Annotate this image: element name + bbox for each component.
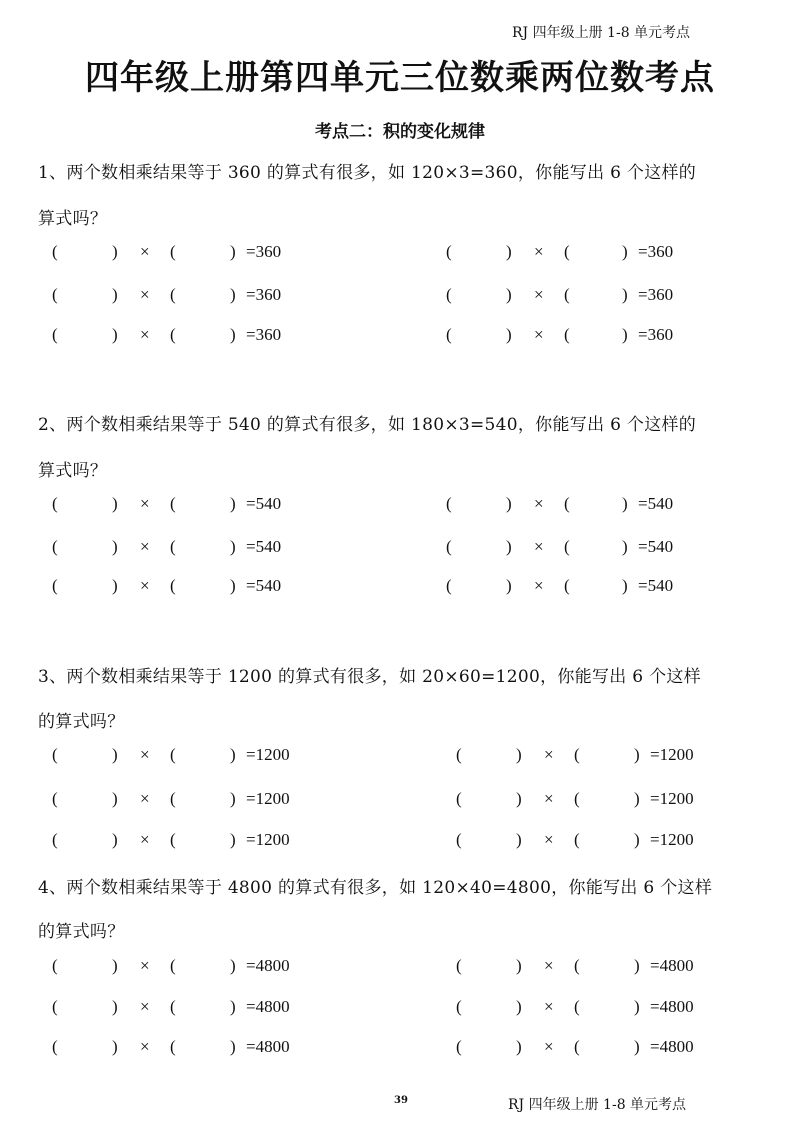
equation-result: =360	[246, 242, 282, 261]
close-paren: )	[112, 325, 118, 344]
equation-result: =1200	[650, 789, 694, 808]
times-sign: ×	[140, 242, 150, 261]
times-sign: ×	[140, 830, 150, 849]
close-paren: )	[622, 576, 628, 595]
close-paren: )	[634, 830, 640, 849]
open-paren: (	[446, 325, 452, 344]
times-sign: ×	[544, 789, 554, 808]
question-prompt-continued: 算式吗？	[38, 209, 108, 229]
close-paren: )	[506, 576, 512, 595]
question-prompt: 2、两个数相乘结果等于 540 的算式有很多，如 180×3=540，你能写出 6 个这样的	[38, 415, 697, 435]
close-paren: )	[634, 745, 640, 764]
close-paren: )	[230, 537, 236, 556]
open-paren: (	[456, 830, 462, 849]
close-paren: )	[112, 830, 118, 849]
open-paren: (	[52, 745, 58, 764]
close-paren: )	[230, 1037, 236, 1056]
open-paren: (	[52, 1037, 58, 1056]
close-paren: )	[112, 242, 118, 261]
question-prompt: 1、两个数相乘结果等于 360 的算式有很多，如 120×3=360，你能写出 6 个这样的	[38, 163, 697, 183]
open-paren: (	[564, 537, 570, 556]
open-paren: (	[446, 242, 452, 261]
equation-result: =1200	[650, 830, 694, 849]
close-paren: )	[112, 285, 118, 304]
open-paren: (	[170, 537, 176, 556]
question-prompt: 3、两个数相乘结果等于 1200 的算式有很多，如 20×60=1200，你能写出 6 个这样	[38, 667, 702, 687]
close-paren: )	[112, 956, 118, 975]
equation-result: =4800	[246, 956, 290, 975]
close-paren: )	[112, 576, 118, 595]
times-sign: ×	[140, 956, 150, 975]
close-paren: )	[112, 1037, 118, 1056]
close-paren: )	[622, 285, 628, 304]
times-sign: ×	[140, 537, 150, 556]
open-paren: (	[446, 494, 452, 513]
times-sign: ×	[544, 1037, 554, 1056]
close-paren: )	[634, 1037, 640, 1056]
equation-result: =540	[246, 576, 282, 595]
open-paren: (	[170, 1037, 176, 1056]
times-sign: ×	[140, 1037, 150, 1056]
close-paren: )	[516, 997, 522, 1016]
close-paren: )	[634, 997, 640, 1016]
close-paren: )	[230, 956, 236, 975]
close-paren: )	[230, 285, 236, 304]
question-prompt-continued: 算式吗？	[38, 461, 108, 481]
close-paren: )	[516, 789, 522, 808]
equation-result: =540	[638, 537, 674, 556]
open-paren: (	[170, 285, 176, 304]
equation-result: =360	[638, 242, 674, 261]
page-title: 四年级上册第四单元三位数乘两位数考点	[85, 58, 715, 98]
open-paren: (	[52, 830, 58, 849]
open-paren: (	[574, 789, 580, 808]
open-paren: (	[170, 830, 176, 849]
times-sign: ×	[534, 242, 544, 261]
close-paren: )	[516, 745, 522, 764]
open-paren: (	[52, 789, 58, 808]
close-paren: )	[112, 745, 118, 764]
close-paren: )	[112, 997, 118, 1016]
close-paren: )	[230, 997, 236, 1016]
equation-result: =4800	[650, 997, 694, 1016]
open-paren: (	[170, 789, 176, 808]
open-paren: (	[170, 956, 176, 975]
close-paren: )	[506, 537, 512, 556]
equation-result: =1200	[650, 745, 694, 764]
times-sign: ×	[140, 745, 150, 764]
close-paren: )	[112, 494, 118, 513]
open-paren: (	[52, 956, 58, 975]
equation-result: =1200	[246, 789, 290, 808]
close-paren: )	[230, 789, 236, 808]
open-paren: (	[52, 242, 58, 261]
times-sign: ×	[534, 494, 544, 513]
header-tag: RJ 四年级上册 1-8 单元考点	[512, 25, 691, 41]
close-paren: )	[230, 325, 236, 344]
open-paren: (	[52, 325, 58, 344]
equation-result: =4800	[650, 1037, 694, 1056]
close-paren: )	[230, 494, 236, 513]
open-paren: (	[52, 997, 58, 1016]
equation-result: =4800	[246, 997, 290, 1016]
open-paren: (	[170, 325, 176, 344]
close-paren: )	[506, 242, 512, 261]
open-paren: (	[456, 745, 462, 764]
equation-result: =540	[246, 494, 282, 513]
close-paren: )	[230, 242, 236, 261]
close-paren: )	[516, 1037, 522, 1056]
times-sign: ×	[140, 494, 150, 513]
open-paren: (	[52, 285, 58, 304]
open-paren: (	[574, 745, 580, 764]
open-paren: (	[564, 494, 570, 513]
equation-result: =540	[246, 537, 282, 556]
times-sign: ×	[544, 997, 554, 1016]
close-paren: )	[634, 956, 640, 975]
question-prompt-continued: 的算式吗？	[38, 922, 125, 942]
close-paren: )	[622, 242, 628, 261]
equation-result: =1200	[246, 830, 290, 849]
equation-result: =360	[638, 285, 674, 304]
close-paren: )	[622, 494, 628, 513]
open-paren: (	[564, 285, 570, 304]
times-sign: ×	[534, 325, 544, 344]
times-sign: ×	[140, 285, 150, 304]
close-paren: )	[622, 537, 628, 556]
open-paren: (	[446, 576, 452, 595]
open-paren: (	[574, 956, 580, 975]
equation-result: =540	[638, 494, 674, 513]
close-paren: )	[230, 745, 236, 764]
open-paren: (	[170, 576, 176, 595]
open-paren: (	[564, 325, 570, 344]
close-paren: )	[112, 537, 118, 556]
open-paren: (	[52, 537, 58, 556]
open-paren: (	[52, 576, 58, 595]
open-paren: (	[574, 997, 580, 1016]
open-paren: (	[170, 745, 176, 764]
times-sign: ×	[534, 537, 544, 556]
times-sign: ×	[544, 745, 554, 764]
times-sign: ×	[544, 830, 554, 849]
open-paren: (	[446, 537, 452, 556]
open-paren: (	[456, 956, 462, 975]
times-sign: ×	[140, 789, 150, 808]
open-paren: (	[564, 242, 570, 261]
open-paren: (	[446, 285, 452, 304]
equation-result: =360	[246, 285, 282, 304]
times-sign: ×	[534, 285, 544, 304]
close-paren: )	[516, 956, 522, 975]
close-paren: )	[506, 325, 512, 344]
times-sign: ×	[140, 997, 150, 1016]
footer-tag: RJ 四年级上册 1-8 单元考点	[508, 1097, 687, 1113]
equation-result: =360	[638, 325, 674, 344]
open-paren: (	[574, 830, 580, 849]
close-paren: )	[506, 285, 512, 304]
times-sign: ×	[140, 576, 150, 595]
open-paren: (	[170, 997, 176, 1016]
close-paren: )	[230, 576, 236, 595]
open-paren: (	[456, 789, 462, 808]
close-paren: )	[516, 830, 522, 849]
times-sign: ×	[140, 325, 150, 344]
question-prompt-continued: 的算式吗？	[38, 712, 125, 732]
close-paren: )	[634, 789, 640, 808]
close-paren: )	[230, 830, 236, 849]
page-number: 39	[394, 1095, 408, 1106]
open-paren: (	[574, 1037, 580, 1056]
open-paren: (	[52, 494, 58, 513]
open-paren: (	[170, 494, 176, 513]
close-paren: )	[622, 325, 628, 344]
open-paren: (	[564, 576, 570, 595]
equation-result: =360	[246, 325, 282, 344]
close-paren: )	[506, 494, 512, 513]
equation-result: =1200	[246, 745, 290, 764]
equation-result: =540	[638, 576, 674, 595]
close-paren: )	[112, 789, 118, 808]
times-sign: ×	[534, 576, 544, 595]
equation-result: =4800	[246, 1037, 290, 1056]
section-subtitle: 考点二：积的变化规律	[315, 122, 485, 142]
equation-result: =4800	[650, 956, 694, 975]
open-paren: (	[456, 1037, 462, 1056]
times-sign: ×	[544, 956, 554, 975]
open-paren: (	[170, 242, 176, 261]
open-paren: (	[456, 997, 462, 1016]
question-prompt: 4、两个数相乘结果等于 4800 的算式有很多，如 120×40=4800，你能写出 6 个这样	[38, 878, 713, 898]
